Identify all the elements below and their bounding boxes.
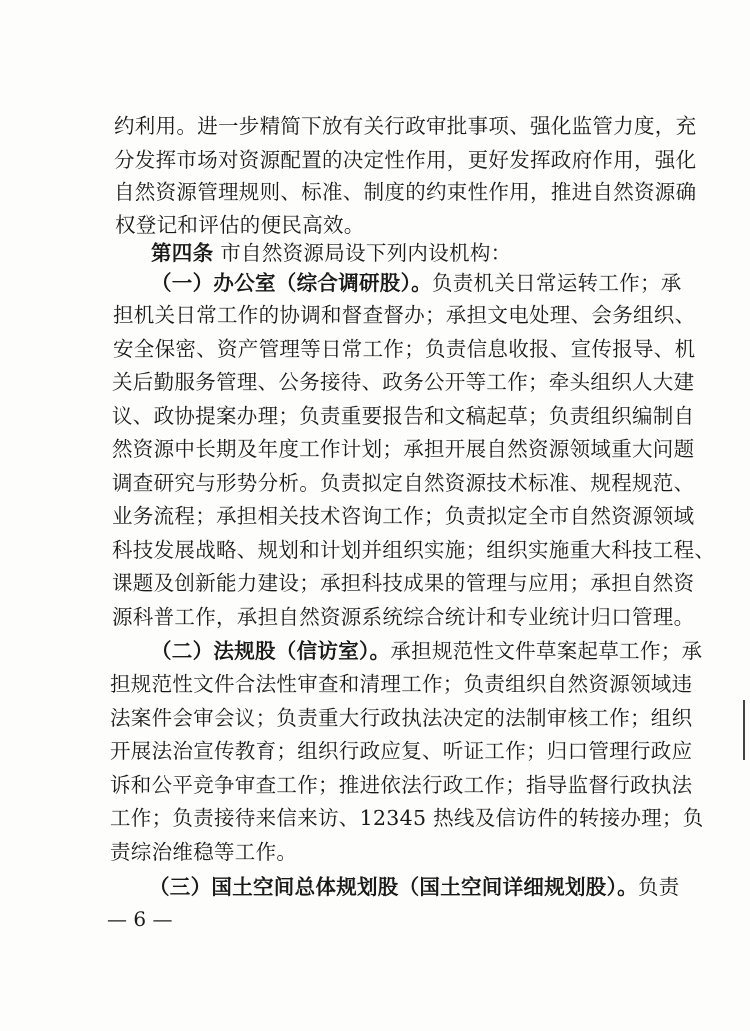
section-title: （一）办公室（综合调研股）。: [151, 271, 432, 295]
line-text: 权登记和评估的便民高效。: [115, 213, 365, 237]
body-line: [113, 337, 695, 361]
body-line: [112, 571, 694, 595]
line-text: 责综治维稳等工作。: [110, 840, 298, 864]
body-line: [114, 148, 696, 172]
page-number: — 6 —: [107, 907, 173, 931]
section-heading-line: [151, 639, 702, 663]
line-text: 业务流程；承担相关技术咨询工作；负责拟定全市自然资源领域: [112, 504, 695, 528]
body-line: [112, 437, 694, 461]
line-text: 课题及创新能力建设；承担科技成果的管理与应用；承担自然资: [112, 571, 695, 595]
body-line: [113, 303, 695, 327]
line-text: 负责机关日常运转工作；承: [431, 271, 682, 295]
line-text: 开展法治宣传教育；组织行政应复、听证工作；归口管理行政应: [110, 739, 693, 763]
body-line: [112, 504, 694, 528]
body-line: [112, 538, 715, 562]
body-line: [115, 213, 365, 237]
body-line: [110, 806, 704, 830]
line-text: 科技发展战略、规划和计划并组织实施；组织实施重大科技工程、: [112, 538, 716, 562]
body-line: [110, 840, 297, 864]
body-line: [114, 114, 696, 138]
section-heading-line: [149, 875, 680, 899]
line-text: 关后勤服务管理、公务接待、政务公开等工作；牵头组织人大建: [112, 370, 695, 394]
section-heading-line: [151, 271, 682, 295]
body-line: [110, 672, 692, 696]
line-text: 负责: [637, 875, 680, 899]
line-text: 分发挥市场对资源配置的决定性作用，更好发挥政府作用，强化: [114, 148, 697, 172]
article-number: 第四条: [151, 241, 214, 265]
line-text: 担机关日常工作的协调和督查督办；承担文电处理、会务组织、: [113, 303, 696, 327]
line-text: 然资源中长期及年度工作计划；承担开展自然资源领域重大问题: [112, 437, 695, 461]
line-text: 约利用。进一步精简下放有关行政审批事项、强化监管力度，充: [114, 114, 697, 138]
body-line: [110, 739, 692, 763]
line-text: 源科普工作，承担自然资源系统综合统计和专业统计归口管理。: [112, 605, 695, 629]
body-line: [112, 404, 694, 428]
line-text: 安全保密、资产管理等日常工作；负责信息收报、宣传报导、机: [113, 337, 696, 361]
body-line: [110, 706, 692, 730]
body-line: [114, 180, 696, 204]
line-text: 工作；负责接待来信来访、12345 热线及信访件的转接办理；负: [110, 806, 704, 830]
section-title: （二）法规股（信访室）。: [151, 639, 391, 663]
line-text: 议、政协提案办理；负责重要报告和文稿起草；负责组织编制自: [112, 404, 695, 428]
line-text: 市自然资源局设下列内设机构：: [213, 241, 512, 265]
body-line: [110, 773, 692, 797]
body-line: [112, 605, 694, 629]
line-text: 诉和公平竞争审查工作；推进依法行政工作；指导监督行政执法: [110, 773, 693, 797]
body-line: [112, 471, 694, 495]
line-text: 担规范性文件合法性审查和清理工作；负责组织自然资源领域违: [110, 672, 693, 696]
section-title: （三）国土空间总体规划股（国土空间详细规划股）。: [149, 875, 638, 899]
body-line: [112, 370, 694, 394]
scan-edge-mark: [743, 700, 745, 760]
line-text: 自然资源管理规则、标准、制度的约束性作用，推进自然资源确: [114, 180, 697, 204]
line-text: 承担规范性文件草案起草工作；承: [390, 639, 703, 663]
line-text: 调查研究与形势分析。负责拟定自然资源技术标准、规程规范、: [112, 471, 695, 495]
article-heading-line: [151, 241, 511, 265]
line-text: 法案件会审会议；负责重大行政执法决定的法制审核工作；组织: [110, 706, 693, 730]
